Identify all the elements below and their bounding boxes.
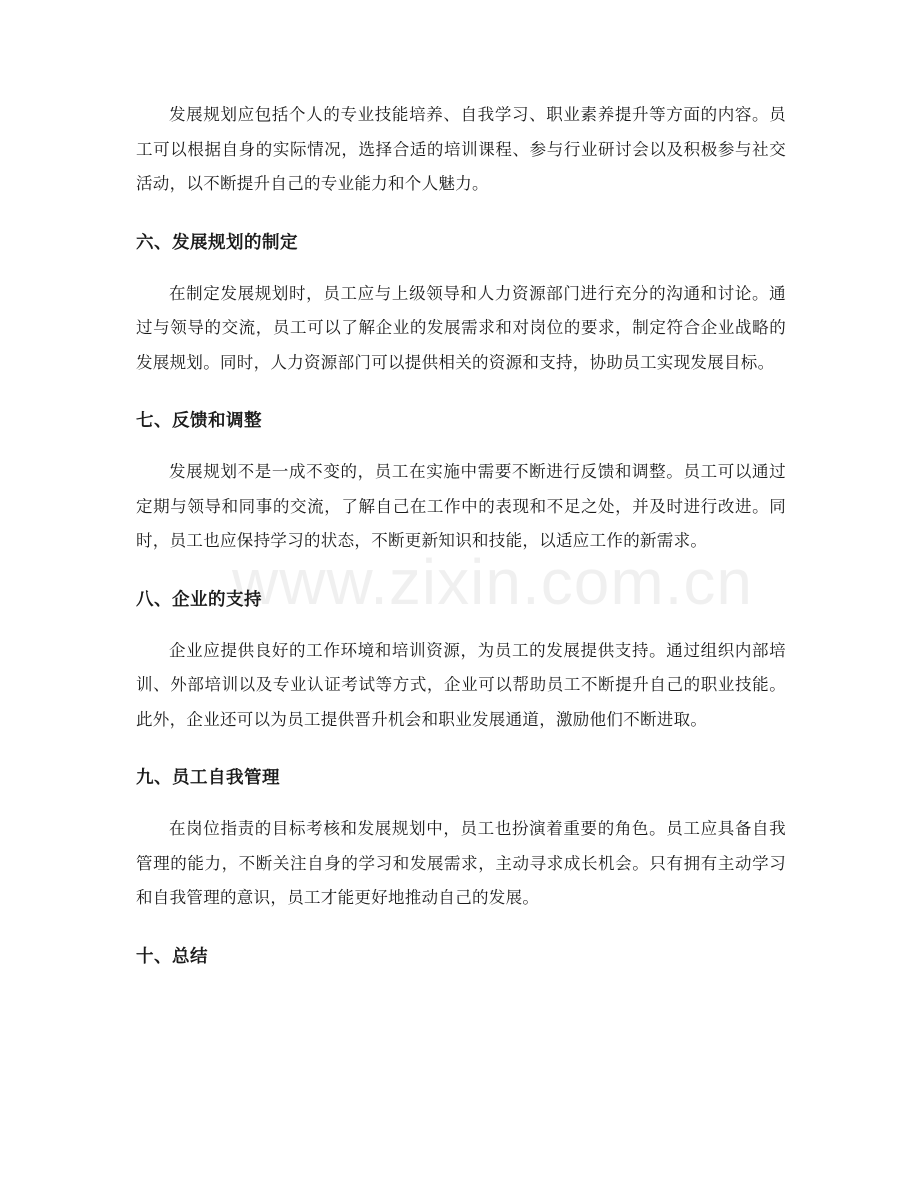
paragraph-section-7: 发展规划不是一成不变的，员工在实施中需要不断进行反馈和调整。员工可以通过定期与领导和同事的交流，了解自己在工作中的表现和不足之处，并及时进行改进。同时，员工也应保持学习的状态，不断更新知识和技能，以适应工作的新需求。 (136, 462, 786, 550)
heading-section-9: 九、员工自我管理 (136, 768, 280, 788)
paragraph-section-9: 在岗位指责的目标考核和发展规划中，员工也扮演着重要的角色。员工应具备自我管理的能力，不断关注自身的学习和发展需求，主动寻求成长机会。只有拥有主动学习和自我管理的意识，员工才能更好地推动自己的发展。 (136, 819, 786, 907)
watermark: www.zixin.com.cn (232, 546, 753, 618)
heading-section-6: 六、发展规划的制定 (136, 232, 298, 253)
paragraph-development-content: 发展规划应包括个人的专业技能培养、自我学习、职业素养提升等方面的内容。员工可以根据自身的实际情况，选择合适的培训课程、参与行业研讨会以及积极参与社交活动，以不断提升自己的专业能力和个人魅力。 (136, 105, 786, 193)
heading-section-10: 十、总结 (136, 946, 208, 967)
heading-section-8: 八、企业的支持 (136, 589, 262, 610)
paragraph-section-8: 企业应提供良好的工作环境和培训资源，为员工的发展提供支持。通过组织内部培训、外部培训以及专业认证考试等方式，企业可以帮助员工不断提升自己的职业技能。此外，企业还可以为员工提供晋升机会和职业发展通道，激励他们不断进取。 (136, 640, 786, 729)
document-body (136, 98, 786, 972)
heading-section-7: 七、反馈和调整 (136, 411, 262, 431)
paragraph-section-6: 在制定发展规划时，员工应与上级领导和人力资源部门进行充分的沟通和讨论。通过与领导的交流，员工可以了解企业的发展需求和对岗位的要求，制定符合企业战略的发展规划。同时，人力资源部门可以提供相关的资源和支持，协助员工实现发展目标。 (136, 283, 786, 372)
